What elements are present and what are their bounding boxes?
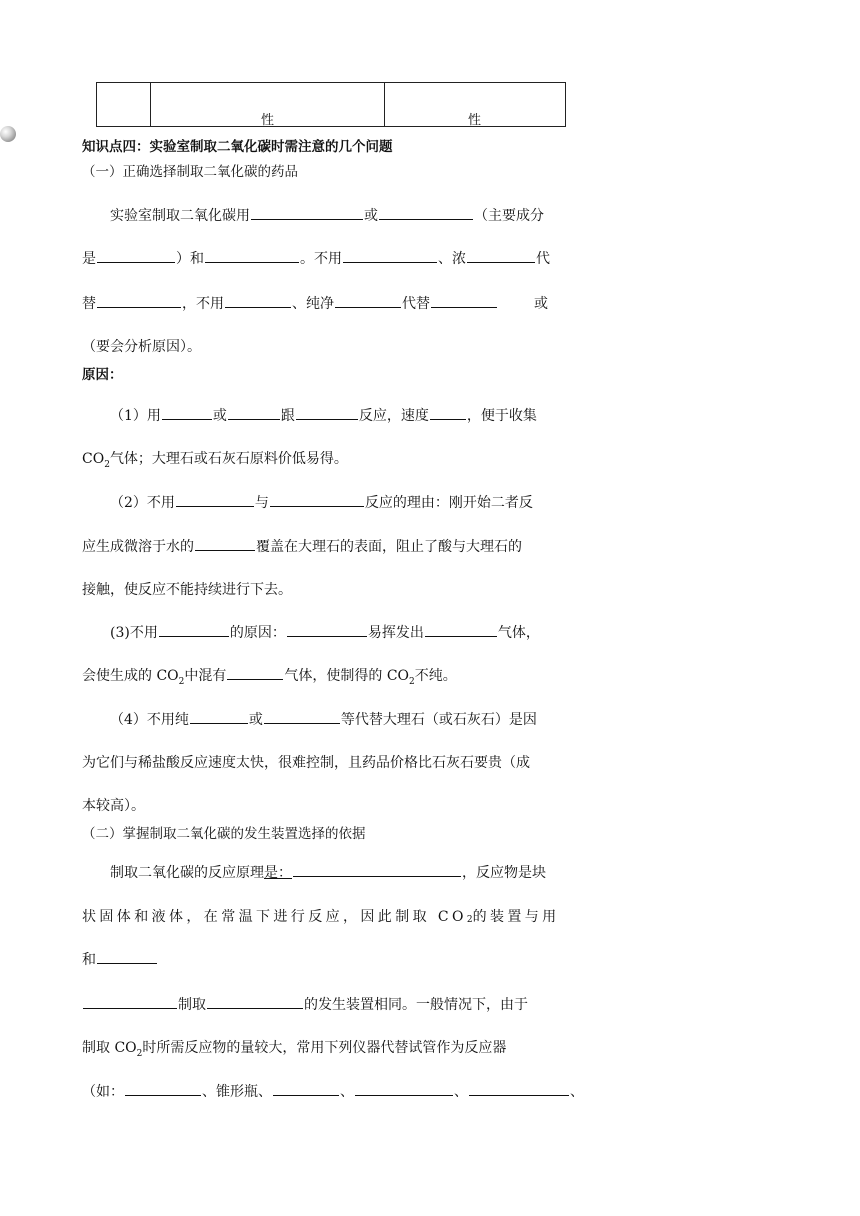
section2-line-4: 制取 的发生装置相同。一般情况下，由于 bbox=[82, 994, 528, 1014]
reason2-line-1: （2）不用 与 反应的理由：刚开始二者反 bbox=[110, 492, 533, 512]
knowledge-point-title: 知识点四：实验室制取二氧化碳时需注意的几个问题 bbox=[82, 139, 393, 155]
section2-line-1: 制取二氧化碳的反应原理是： ，反应物是块 bbox=[110, 862, 546, 882]
table-cell-right: 性 bbox=[468, 113, 482, 128]
section-title-1: （一）正确选择制取二氧化碳的药品 bbox=[82, 164, 298, 180]
section2-line-2: 状固体和液体，在常温下进行反应，因此制取 CO $_2$ 的装置与用 bbox=[82, 909, 560, 925]
reason4-line-3: 本较高）。 bbox=[82, 798, 145, 814]
table-divider bbox=[150, 83, 151, 126]
table-cell-left: 性 bbox=[261, 113, 275, 128]
section1-line-3: 替 ，不用 、纯净 代替 或 bbox=[82, 293, 548, 313]
reason4-line-2: 为它们与稀盐酸反应速度太快，很难控制，且药品价格比石灰石要贵（成 bbox=[82, 755, 530, 771]
sphere-bullet-icon bbox=[0, 126, 16, 142]
section2-line-3: 和 bbox=[82, 949, 158, 969]
reason3-line-1: (3)不用 的原因： 易挥发出 气体， bbox=[110, 622, 540, 642]
section1-line-2: 是 ）和 。不用 、浓 代 bbox=[82, 248, 548, 268]
reason-label: 原因： bbox=[82, 367, 123, 383]
section-title-2: （二）掌握制取二氧化碳的发生装置选择的依据 bbox=[82, 826, 366, 842]
reason2-line-2: 应生成微溶于水的 覆盖在大理石的表面，阻止了酸与大理石的 bbox=[82, 536, 522, 556]
table-divider bbox=[384, 83, 385, 126]
section2-line-5: 制取 $CO_2$时所需反应物的量较大，常用下列仪器代替试管作为反应器 bbox=[82, 1040, 507, 1059]
property-table bbox=[96, 82, 566, 127]
section1-line-4: （要会分析原因）。 bbox=[82, 339, 201, 355]
reason3-line-2: 会使生成的 $CO_2$中混有 气体，使制得的 $CO_2$不纯。 bbox=[82, 665, 457, 687]
reason1-line-1: （1）用 或 跟 反应，速度 ，便于收集 bbox=[110, 405, 537, 425]
reason2-line-3: 接触，使反应不能持续进行下去。 bbox=[82, 582, 292, 598]
section2-line-6: （如： 、锥形瓶、 、 、 、 bbox=[82, 1081, 584, 1101]
section1-line-1: 实验室制取二氧化碳用 或 （主要成分 bbox=[110, 205, 544, 225]
reason4-line-1: （4）不用纯 或 等代替大理石（或石灰石）是因 bbox=[110, 709, 537, 729]
reason1-line-2: $CO_2$气体；大理石或石灰石原料价低易得。 bbox=[82, 451, 348, 470]
